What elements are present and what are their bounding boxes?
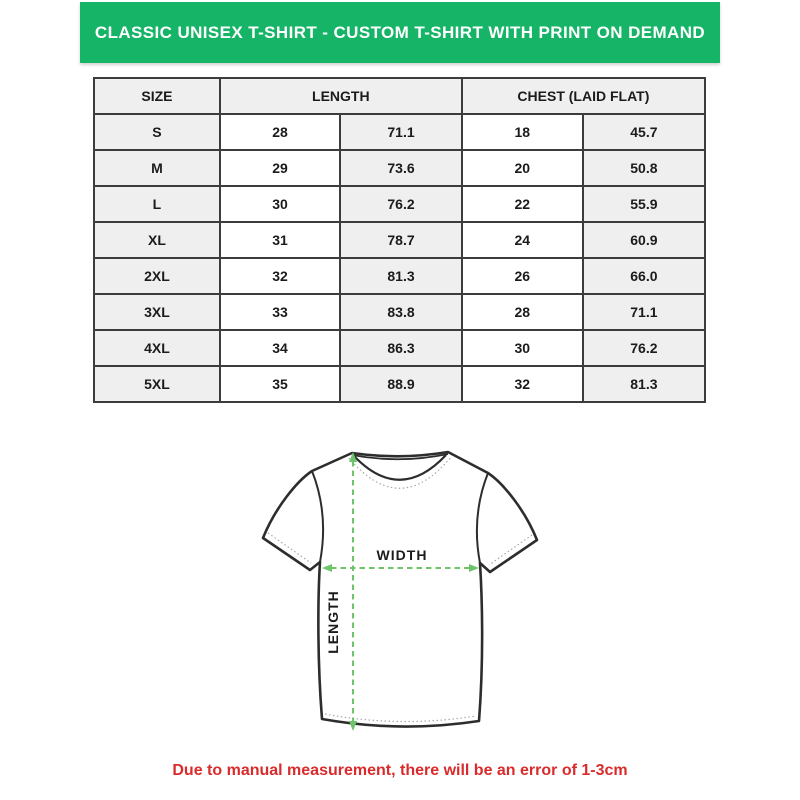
table-row <box>94 258 705 294</box>
size-cell: L <box>94 186 220 222</box>
length-in-cell: 33 <box>220 294 340 330</box>
table-row <box>94 186 705 222</box>
table-row <box>94 150 705 186</box>
length-cm-cell: 83.8 <box>340 294 462 330</box>
table-row <box>94 294 705 330</box>
length-cm-cell: 76.2 <box>340 186 462 222</box>
chest-cm-cell: 76.2 <box>583 330 705 366</box>
chest-in-cell: 26 <box>462 258 583 294</box>
chest-cm-cell: 81.3 <box>583 366 705 402</box>
chest-cm-cell: 55.9 <box>583 186 705 222</box>
column-header-chest: CHEST (LAID FLAT) <box>462 78 705 114</box>
table-row <box>94 114 705 150</box>
chest-cm-cell: 60.9 <box>583 222 705 258</box>
size-cell: M <box>94 150 220 186</box>
length-cm-cell: 88.9 <box>340 366 462 402</box>
length-label: LENGTH <box>325 590 341 654</box>
length-in-cell: 28 <box>220 114 340 150</box>
chest-cm-cell: 71.1 <box>583 294 705 330</box>
table-row <box>94 222 705 258</box>
length-in-cell: 31 <box>220 222 340 258</box>
length-cm-cell: 81.3 <box>340 258 462 294</box>
size-cell: 2XL <box>94 258 220 294</box>
length-in-cell: 35 <box>220 366 340 402</box>
chest-cm-cell: 45.7 <box>583 114 705 150</box>
size-table-body <box>94 114 705 402</box>
tshirt-diagram-svg <box>245 432 555 754</box>
header-row <box>94 78 705 114</box>
length-in-cell: 30 <box>220 186 340 222</box>
chest-in-cell: 24 <box>462 222 583 258</box>
length-in-cell: 29 <box>220 150 340 186</box>
chest-in-cell: 30 <box>462 330 583 366</box>
page-title: CLASSIC UNISEX T-SHIRT - CUSTOM T-SHIRT WITH PRINT ON DEMAND <box>94 22 706 42</box>
size-cell: 3XL <box>94 294 220 330</box>
size-cell: 5XL <box>94 366 220 402</box>
length-cm-cell: 73.6 <box>340 150 462 186</box>
table-row <box>94 366 705 402</box>
length-cm-cell: 86.3 <box>340 330 462 366</box>
length-cm-cell: 71.1 <box>340 114 462 150</box>
size-cell: XL <box>94 222 220 258</box>
measurement-error-note: Due to manual measurement, there will be an error of 1-3cm <box>172 762 628 779</box>
chest-in-cell: 18 <box>462 114 583 150</box>
chest-cm-cell: 66.0 <box>583 258 705 294</box>
chest-in-cell: 32 <box>462 366 583 402</box>
chest-in-cell: 22 <box>462 186 583 222</box>
tshirt-measurement-diagram <box>245 432 555 754</box>
size-chart-table <box>93 77 706 403</box>
length-in-cell: 34 <box>220 330 340 366</box>
table-row <box>94 330 705 366</box>
length-in-cell: 32 <box>220 258 340 294</box>
column-header-size: SIZE <box>94 78 220 114</box>
size-cell: S <box>94 114 220 150</box>
chest-cm-cell: 50.8 <box>583 150 705 186</box>
length-cm-cell: 78.7 <box>340 222 462 258</box>
chest-in-cell: 20 <box>462 150 583 186</box>
size-chart-header <box>94 78 705 114</box>
tshirt-outline <box>263 452 537 727</box>
column-header-length: LENGTH <box>220 78 462 114</box>
length-arrowhead-bottom <box>349 721 357 731</box>
title-banner <box>80 2 720 63</box>
chest-in-cell: 28 <box>462 294 583 330</box>
width-label: WIDTH <box>376 547 428 563</box>
size-cell: 4XL <box>94 330 220 366</box>
